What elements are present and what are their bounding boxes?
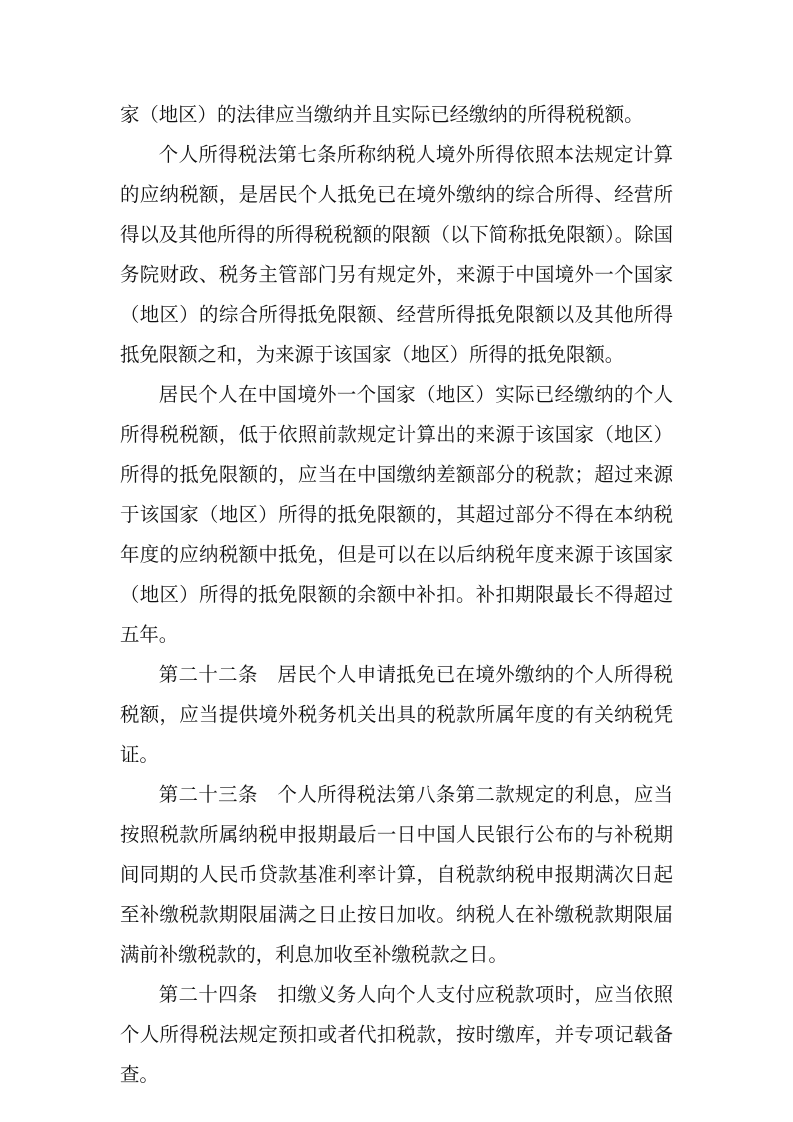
paragraph-credit-difference: 居民个人在中国境外一个国家（地区）实际已经缴纳的个人所得税税额，低于依照前款规定计算出的来源于该国家（地区）所得的抵免限额的，应当在中国缴纳差额部分的税款；超过来源于该国家（地区）所得的抵免限额的，其超过部分不得在本纳税年度的应纳税额中抵免，但是可以在以后纳税年度来源于该国家（地区）所得的抵免限额的余额中补扣。补扣期限最长不得超过五年。 [120, 383, 673, 646]
document-body [120, 95, 673, 1095]
paragraph-continuation: 家（地区）的法律应当缴纳并且实际已经缴纳的所得税税额。 [120, 103, 644, 126]
paragraph-article-23: 第二十三条 个人所得税法第八条第二款规定的利息，应当按照税款所属纳税申报期最后一日中国人民银行公布的与补税期间同期的人民币贷款基准利率计算，自税款纳税申报期满次日起至补缴税款期限届满之日止按日加收。纳税人在补缴税款期限届满前补缴税款的，利息加收至补缴税款之日。 [120, 783, 673, 966]
paragraph-article-22: 第二十二条 居民个人申请抵免已在境外缴纳的个人所得税税额，应当提供境外税务机关出具的税款所属年度的有关纳税凭证。 [120, 663, 673, 766]
paragraph-article-7-credit-limit: 个人所得税法第七条所称纳税人境外所得依照本法规定计算的应纳税额，是居民个人抵免已在境外缴纳的综合所得、经营所得以及其他所得的所得税税额的限额（以下简称抵免限额）。除国务院财政、税务主管部门另有规定外，来源于中国境外一个国家（地区）的综合所得抵免限额、经营所得抵免限额以及其他所得抵免限额之和，为来源于该国家（地区）所得的抵免限额。 [120, 143, 673, 366]
paragraph-article-24: 第二十四条 扣缴义务人向个人支付应税款项时，应当依照个人所得税法规定预扣或者代扣税款，按时缴库，并专项记载备查。 [120, 983, 673, 1086]
